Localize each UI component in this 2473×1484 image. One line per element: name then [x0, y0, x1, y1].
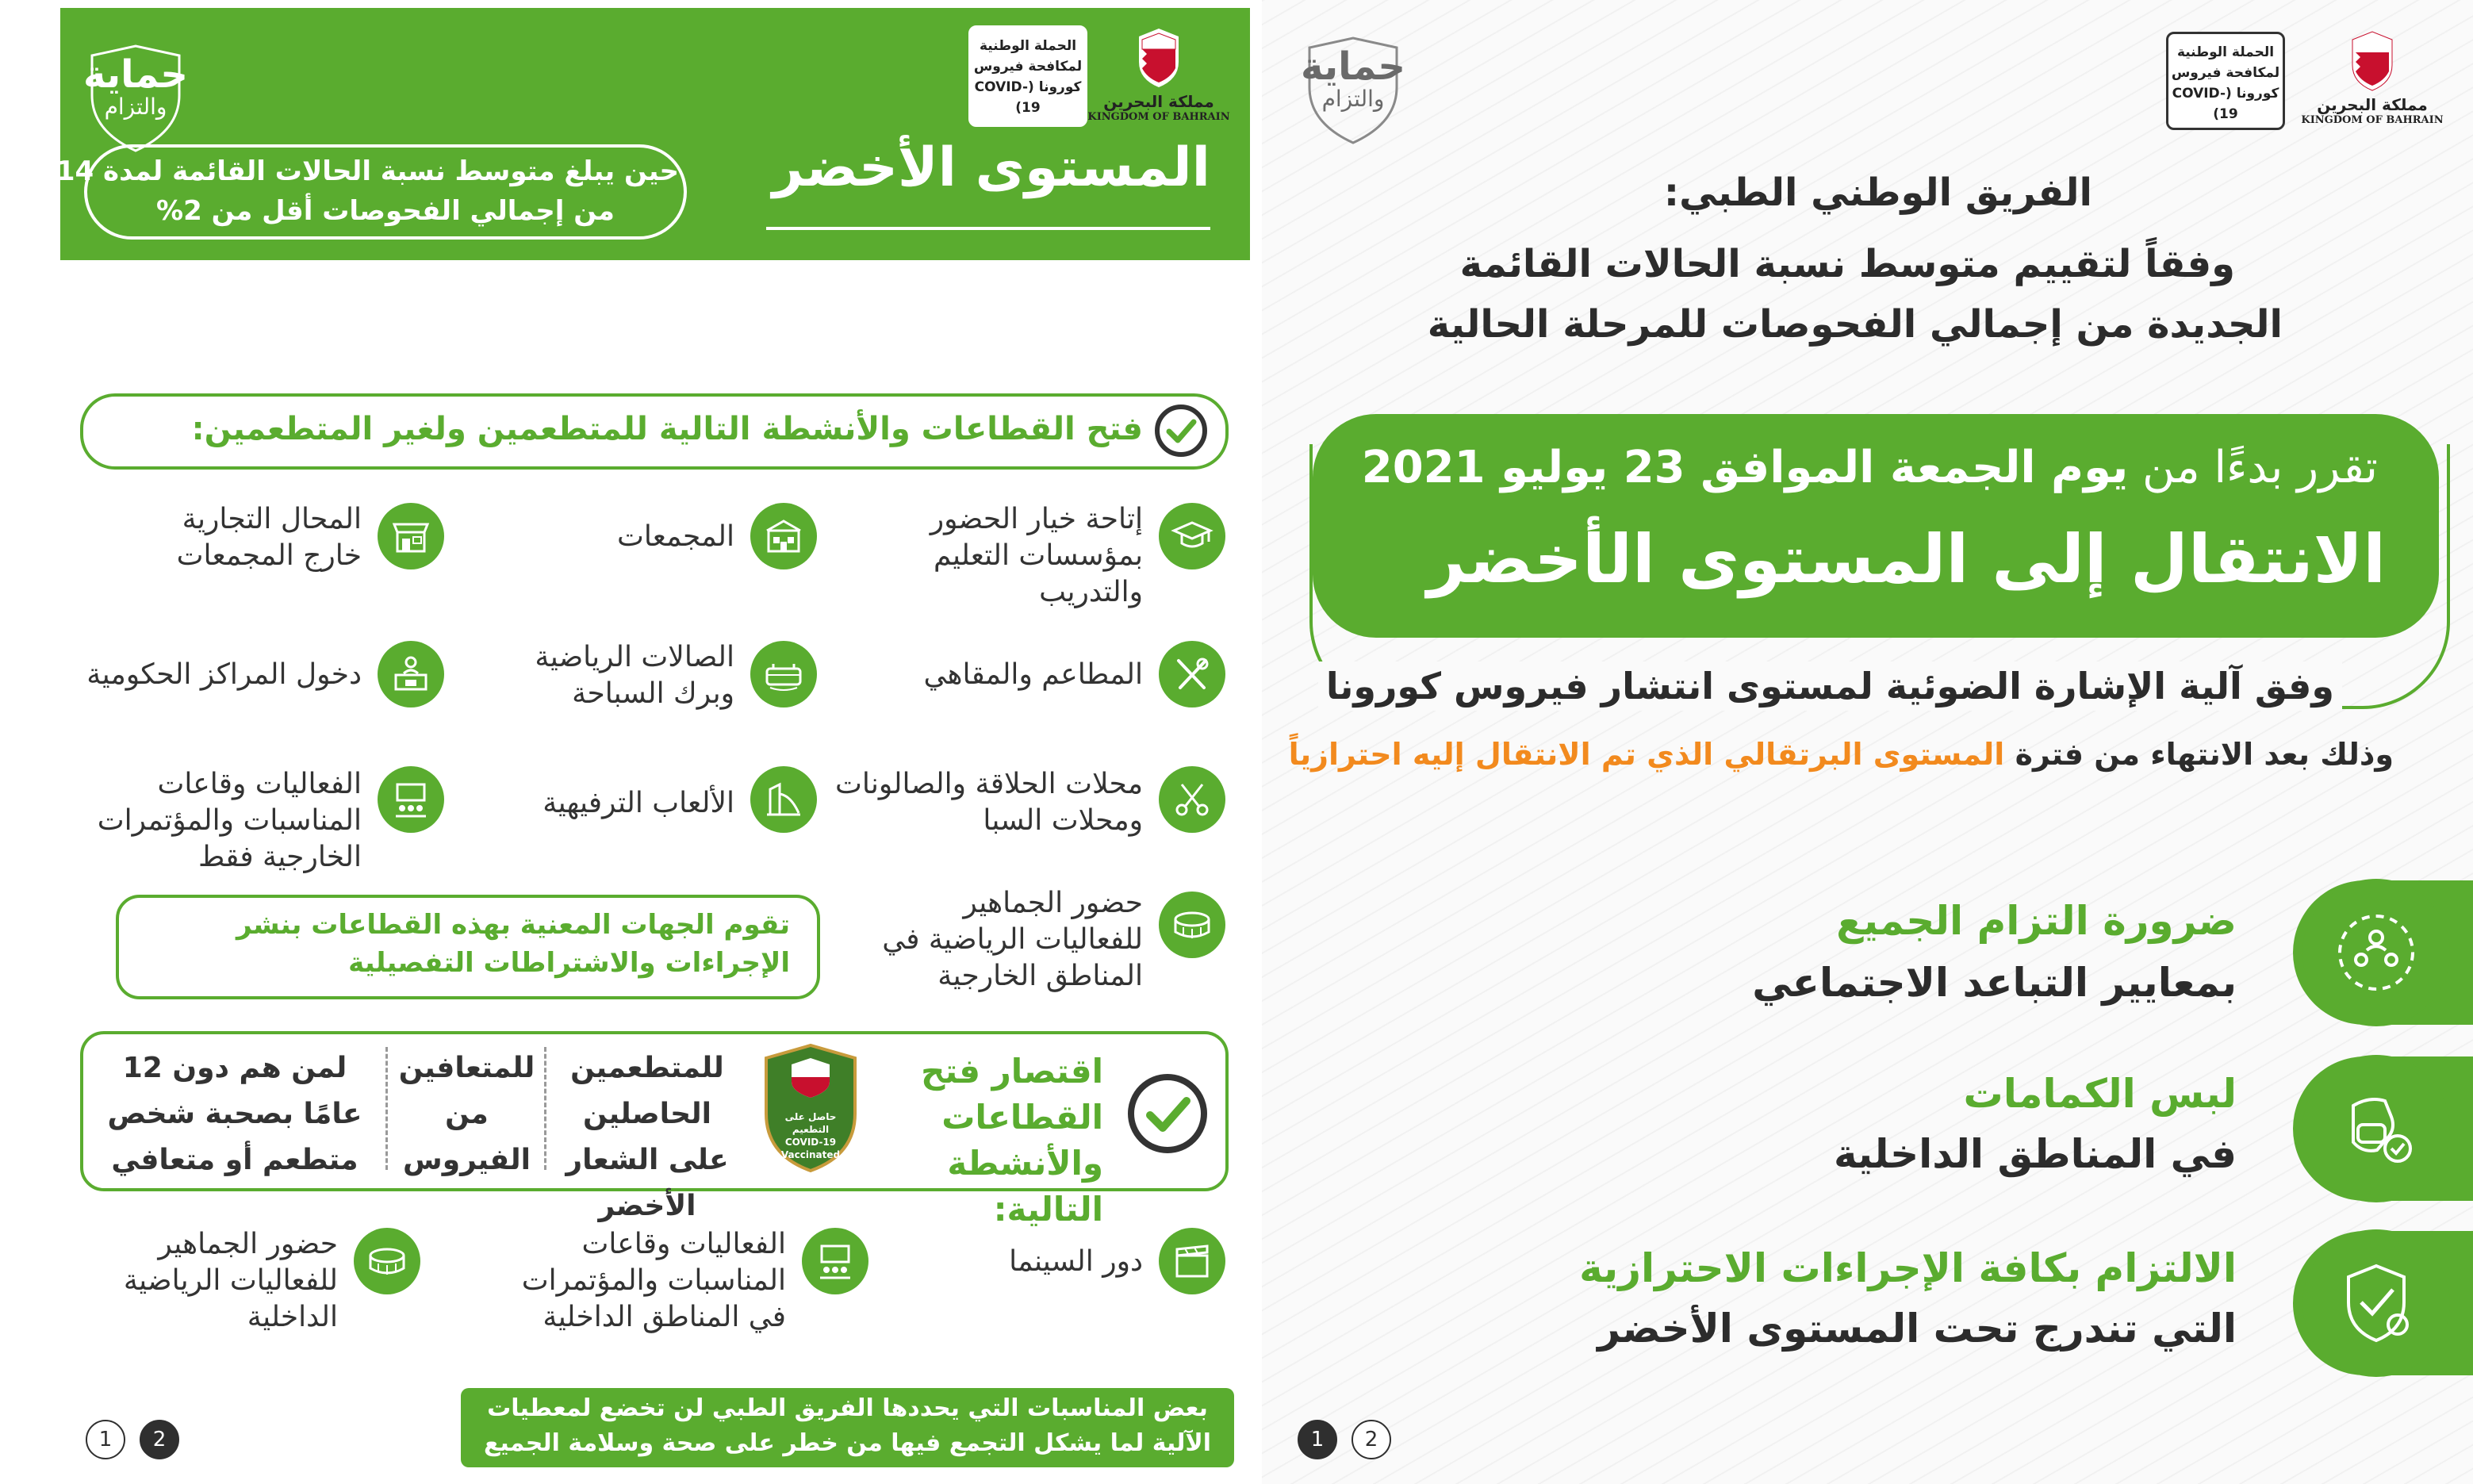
- eligibility-recovered: للمتعافين من الفيروس: [398, 1052, 535, 1176]
- divider-2: [385, 1047, 388, 1170]
- graduation-cap-icon: [1159, 503, 1225, 569]
- after-line: [1289, 733, 2394, 776]
- bahrain-emblem-right: [2293, 29, 2452, 126]
- item-shops: المحال التجارية خارج المجمعات: [176, 503, 362, 572]
- shield-check-icon: [2302, 1229, 2450, 1377]
- team-heading: الفريق الوطني الطبي:: [1663, 171, 2092, 215]
- item-cinema: دور السينما: [1009, 1245, 1143, 1278]
- gym-icon: [750, 641, 817, 707]
- himaya-logo-right: [1294, 32, 1413, 111]
- item-gov-centers: دخول المراكز الحكومية: [86, 658, 362, 691]
- item-spectators-outdoor: حضور الجماهير للفعاليات الرياضية في المناطق الخارجية: [882, 887, 1143, 992]
- date-prefix: تقرر بدءًا من: [2142, 442, 2378, 493]
- storefront-icon: [378, 503, 444, 569]
- item-education: إتاحة خيار الحضور بمؤسسات التعليم والتدريب: [930, 503, 1143, 608]
- after-suffix: الذي تم الانتقال إليه احترازياً: [1288, 737, 1714, 772]
- campaign-badge-right: الحملة الوطنية لمكافحة فيروس كورونا (COVID-19): [2166, 32, 2285, 130]
- kingdom-arabic: مملكة البحرين: [1103, 92, 1214, 111]
- traffic-light-text: وفق آلية الإشارة الضوئية لمستوى انتشار فيروس كورونا: [1318, 661, 2342, 711]
- item-spectators-indoor: حضور الجماهير للفعاليات الرياضية الداخلية: [123, 1228, 338, 1333]
- feature-2-title: لبس الكمامات: [1963, 1071, 2237, 1117]
- item-salons: محلات الحلاقة والصالونات ومحلات السبا: [835, 768, 1143, 837]
- banner-title: المستوى الأخضر: [772, 136, 1210, 199]
- check-circle-icon-2: [1125, 1071, 1210, 1156]
- conference-icon-indoor: [802, 1228, 868, 1294]
- iltizam-word-right: والتزام: [1321, 86, 1385, 112]
- bahrain-crest-icon: [1131, 25, 1187, 89]
- item-amusement: الألعاب الترفيهية: [543, 787, 734, 819]
- date-line: [1362, 438, 2378, 498]
- banner-title-underline: [766, 227, 1210, 230]
- himaya-word-right: حماية: [1301, 44, 1405, 89]
- page-number-1[interactable]: 1: [86, 1420, 125, 1459]
- kingdom-english: KINGDOM OF BAHRAIN: [1087, 111, 1230, 123]
- distancing-icon: [2302, 879, 2450, 1026]
- after-prefix: وذلك بعد الانتهاء من فترة: [2015, 737, 2394, 772]
- note-text: تقوم الجهات المعنية بهذه القطاعات بنشر الإجراءات والاشتراطات التفصيلية: [236, 909, 790, 979]
- page-number-2-active[interactable]: 2: [140, 1420, 179, 1459]
- shield-badge-text: حاصل على التطعيم COVID-19 Vaccinated: [780, 1111, 841, 1160]
- stadium-icon-indoor: [354, 1228, 420, 1294]
- eligibility-children: لمن هم دون 12 عامًا بصحبة شخص متطعم أو متعافي: [107, 1052, 362, 1176]
- item-events-indoor: الفعاليات وقاعات المناسبات والمؤتمرات في المناطق الداخلية: [521, 1228, 786, 1333]
- date-main: يوم الجمعة الموافق 23 يوليو 2021: [1361, 442, 2129, 493]
- mall-icon: [750, 503, 817, 569]
- green-level-banner: [0, 8, 1250, 260]
- bahrain-emblem: [1079, 25, 1238, 123]
- feature-1-title: ضرورة التزام الجميع: [1836, 898, 2237, 944]
- conference-icon: [378, 766, 444, 833]
- section2-title: اقتصار فتح القطاعات والأنشطة التالية:: [921, 1052, 1103, 1229]
- kingdom-english-right: KINGDOM OF BAHRAIN: [2301, 114, 2444, 126]
- iltizam-word: والتزام: [104, 94, 167, 120]
- government-desk-icon: [378, 641, 444, 707]
- himaya-logo: [76, 40, 195, 119]
- orange-level: المستوى البرتقالي: [1723, 737, 2005, 772]
- page-number-2[interactable]: 2: [1352, 1420, 1391, 1459]
- item-restaurants: المطاعم والمقاهي: [923, 658, 1143, 691]
- playground-icon: [750, 766, 817, 833]
- bahrain-crest-icon-right: [2345, 29, 2400, 92]
- fork-knife-icon: [1159, 641, 1225, 707]
- item-malls: المجمعات: [616, 520, 734, 553]
- stadium-icon: [1159, 892, 1225, 958]
- assessment-line-2: الجديدة من إجمالي الفحوصات للمرحلة الحالية: [1427, 302, 2283, 347]
- footer-note-line-1: بعض المناسبات التي يحددها الفريق الطبي لن تخضع لمعطيات: [487, 1394, 1208, 1422]
- transition-title: الانتقال إلى المستوى الأخضر: [1427, 520, 2386, 598]
- eligibility-vaccinated: للمتطعمين الحاصلين على الشعار الأخضر: [566, 1052, 729, 1222]
- assessment-line-1: وفقاً لتقييم متوسط نسبة الحالات القائمة: [1459, 242, 2235, 286]
- feature-3-subtitle: التي تندرج تحت المستوى الأخضر: [1597, 1306, 2237, 1352]
- campaign-badge: الحملة الوطنية لمكافحة فيروس كورونا (COVID-19): [968, 25, 1087, 127]
- himaya-word: حماية: [83, 52, 188, 97]
- cinema-clapper-icon: [1159, 1228, 1225, 1294]
- feature-3-title: الالتزام بكافة الإجراءات الاحترازية: [1579, 1245, 2237, 1291]
- divider-1: [544, 1047, 546, 1170]
- condition-line-2: من إجمالي الفحوصات أقل من 2%: [156, 195, 615, 227]
- face-mask-icon: [2302, 1055, 2450, 1202]
- kingdom-arabic-right: مملكة البحرين: [2317, 95, 2428, 114]
- page-number-1-active[interactable]: 1: [1298, 1420, 1337, 1459]
- feature-1-subtitle: بمعايير التباعد الاجتماعي: [1752, 960, 2237, 1006]
- check-circle-icon: [1153, 403, 1209, 458]
- condition-line-1: حين يبلغ متوسط نسبة الحالات القائمة لمدة 14 يوم: [0, 155, 679, 187]
- section1-title: فتح القطاعات والأنشطة التالية للمتطعمين ولغير المتطعمين:: [191, 411, 1143, 447]
- item-gyms: الصالات الرياضية وبرك السباحة: [535, 641, 734, 710]
- feature-2-subtitle: في المناطق الداخلية: [1833, 1131, 2237, 1177]
- page-one: [1262, 0, 2473, 1484]
- item-events-outdoor: الفعاليات وقاعات المناسبات والمؤتمرات الخارجية فقط: [97, 768, 362, 873]
- footer-note-line-2: الآلية لما يشكل التجمع فيها من خطر على صحة وسلامة الجميع: [483, 1429, 1212, 1457]
- scissors-comb-icon: [1159, 766, 1225, 833]
